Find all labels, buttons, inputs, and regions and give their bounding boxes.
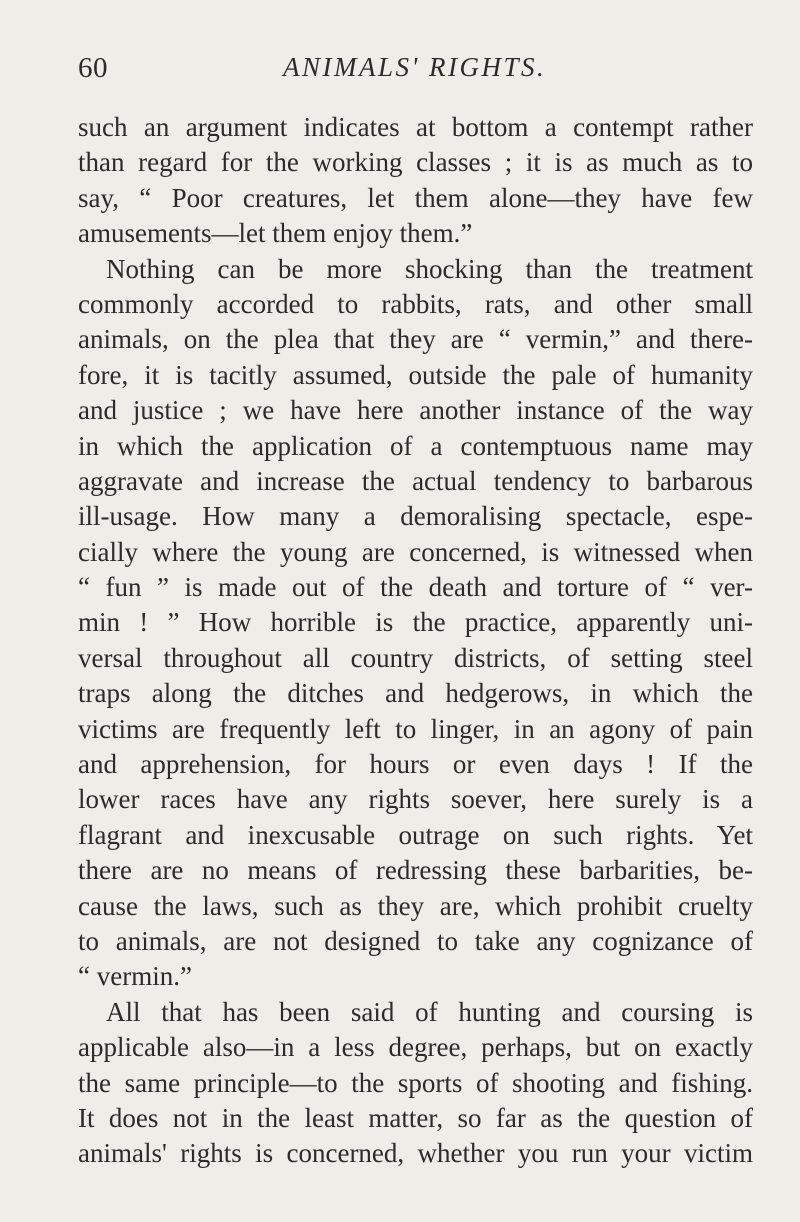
text-line: and justice ; we have here another instance of the way xyxy=(78,395,753,426)
running-head: ANIMALS' RIGHTS. xyxy=(283,52,547,82)
text-line: flagrant and inexcusable outrage on such rights. Yet xyxy=(78,819,753,850)
text-line: say, “ Poor creatures, let them alone—they have few xyxy=(78,182,753,213)
text-line: ill-usage. How many a demoralising spectacle, espe- xyxy=(78,501,753,532)
page-header xyxy=(78,52,748,92)
text-line: to animals, are not designed to take any cognizance of xyxy=(78,925,753,956)
text-line: lower races have any rights soever, here surely is a xyxy=(78,784,753,815)
text-line: aggravate and increase the actual tendency to barbarous xyxy=(78,465,753,496)
text-line: there are no means of redressing these barbarities, be- xyxy=(78,855,753,886)
text-line: fore, it is tacitly assumed, outside the pale of humanity xyxy=(78,359,753,390)
text-line: animals' rights is concerned, whether you run your victim xyxy=(78,1138,753,1169)
text-line: All that has been said of hunting and coursing is xyxy=(106,996,753,1027)
text-line: traps along the ditches and hedgerows, in which the xyxy=(78,678,753,709)
text-line: min ! ” How horrible is the practice, apparently uni- xyxy=(78,607,753,638)
text-line: than regard for the working classes ; it is as much as to xyxy=(78,147,753,178)
text-line: It does not in the least matter, so far as the question of xyxy=(78,1102,753,1133)
text-line: such an argument indicates at bottom a contempt rather xyxy=(78,112,753,142)
text-line: “ vermin.” xyxy=(78,961,192,992)
text-line: and apprehension, for hours or even days ! If the xyxy=(78,749,753,780)
page-number: 60 xyxy=(78,52,108,84)
text-line: Nothing can be more shocking than the treatment xyxy=(106,253,753,284)
text-line: animals, on the plea that they are “ vermin,” and there- xyxy=(78,324,753,355)
text-line: versal throughout all country districts, of setting steel xyxy=(78,642,753,673)
text-line: in which the application of a contemptuous name may xyxy=(78,430,753,461)
text-line: commonly accorded to rabbits, rats, and other small xyxy=(78,288,753,319)
text-line: cially where the young are concerned, is witnessed when xyxy=(78,536,753,567)
text-line: victims are frequently left to linger, in an agony of pain xyxy=(78,713,753,744)
text-line: the same principle—to the sports of shooting and fishing. xyxy=(78,1067,753,1098)
text-line: cause the laws, such as they are, which prohibit cruelty xyxy=(78,890,753,921)
text-line: amusements—let them enjoy them.” xyxy=(78,218,473,249)
body-text xyxy=(78,110,753,1172)
text-line: “ fun ” is made out of the death and torture of “ ver- xyxy=(78,572,753,603)
text-line: applicable also—in a less degree, perhaps, but on exactly xyxy=(78,1032,753,1063)
